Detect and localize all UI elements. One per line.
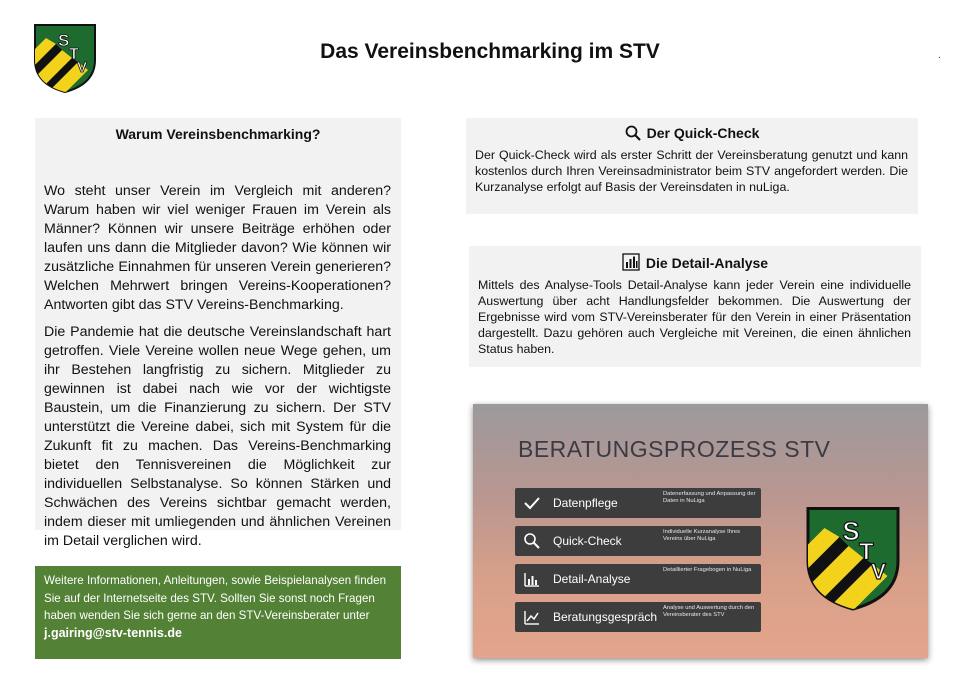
bar-chart-icon bbox=[622, 253, 640, 271]
detail-analyse-text: Mittels des Analyse-Tools Detail-Analyse kann jeder Verein eine individuelle Auswertung über acht Handlungsfelder bekommen. Die Auswertung der Ergebnisse wird vom STV-Vereinsberater für den Verein in einer Präsentation dargestellt. Dazu gehören auch Vergleiche mit Vereinen, die einen ähnlichen Status haben. bbox=[478, 278, 911, 356]
detail-analyse-heading: Die Detail-Analyse bbox=[645, 255, 769, 271]
detail-analyse-box bbox=[469, 246, 921, 367]
step-detail-analyse bbox=[515, 564, 761, 594]
promo-stv-logo bbox=[803, 504, 903, 617]
svg-text:S: S bbox=[842, 518, 860, 546]
beratungsprozess-graphic bbox=[473, 404, 928, 658]
svg-text:S: S bbox=[58, 31, 70, 50]
quick-check-box bbox=[466, 118, 918, 214]
why-benchmarking-box bbox=[35, 118, 401, 549]
step-label: Datenpflege bbox=[553, 496, 618, 510]
corner-mark: . bbox=[938, 50, 941, 61]
step-label: Detail-Analyse bbox=[553, 572, 631, 586]
step-desc: Datenerfassung und Anpassung der Daten in NuLiga bbox=[663, 491, 756, 504]
quick-check-heading: Der Quick-Check bbox=[646, 125, 760, 141]
why-paragraph-1: Wo steht unser Verein im Vergleich mit anderen? Warum haben wir viel weniger Frauen im Verein als Männer? Können wir unsere Beiträge erhöhen oder laufen uns dann die Mitglieder davon? Wie können wir zusätzliche Einnahmen für unseren Verein generieren? Welchen Mehrwert bringen Vereins-Kooperationen? Antworten gibt das STV Vereins-Benchmarking. bbox=[44, 183, 391, 313]
why-paragraph-2: Die Pandemie hat die deutsche Vereinslandschaft hart getroffen. Viele Vereine wollen neue Wege gehen, um ihr Bestehen langfristig zu sichern. Mitglieder zu gewinnen ist dabei nach wie vor der wichtigste Baustein, um die Finanzierung zu sichern. Der STV unterstützt die Vereine dabei, sich mit System für die Zukunft fit zu machen. Das Vereins-Benchmarking bietet den Tennisvereinen die Möglichkeit zur individuellen Selbstanalyse. So können Stärken und Schwächen des Vereins sichtbar gemacht werden, indem dieser mit umliegenden und ähnlichen Vereinen im Detail verglichen wird. bbox=[44, 324, 391, 549]
step-beratungsgespraech bbox=[515, 602, 761, 632]
step-desc: Individuelle Kurzanalyse Ihres Vereins über NuLiga bbox=[663, 529, 741, 542]
step-desc: Detaillierter Fragebogen in NuLiga bbox=[663, 567, 752, 573]
step-label: Quick-Check bbox=[553, 534, 622, 548]
stv-shield-icon bbox=[803, 504, 903, 612]
svg-text:V: V bbox=[77, 59, 88, 76]
step-desc: Analyse und Auswertung durch den Vereinsberater des STV bbox=[663, 605, 755, 618]
magnifier-icon bbox=[625, 125, 641, 141]
svg-text:T: T bbox=[69, 46, 79, 63]
detail-analyse-header bbox=[469, 246, 921, 271]
quick-check-text: Der Quick-Check wird als erster Schritt der Vereinsberatung genutzt und kann kostenlos durch Ihren Vereinsadministrator beim STV angefordert werden. Die Kurzanalyse erfolgt auf Basis der Vereinsdaten in nuLiga. bbox=[475, 148, 908, 194]
svg-text:V: V bbox=[871, 559, 887, 584]
step-datenpflege bbox=[515, 488, 761, 518]
line-chart-icon bbox=[523, 608, 541, 626]
bar-chart-icon bbox=[523, 570, 541, 588]
step-label: Beratungsgespräch bbox=[553, 610, 658, 624]
step-quick-check bbox=[515, 526, 761, 556]
contact-email[interactable]: j.gairing@stv-tennis.de bbox=[44, 625, 182, 640]
page-title: Das Vereinsbenchmarking im STV bbox=[320, 40, 660, 63]
info-box bbox=[35, 566, 401, 659]
info-text: Weitere Informationen, Anleitungen, sowie Beispielanalysen finden Sie auf der Internetseite des STV. Sollten Sie sonst noch Fragen haben wenden Sie sich gerne an den STV-Vereinsberater unter bbox=[44, 574, 387, 622]
quick-check-header bbox=[466, 118, 918, 141]
search-icon bbox=[523, 532, 541, 550]
why-benchmarking-heading: Warum Vereinsbenchmarking? bbox=[115, 126, 321, 142]
promo-title: BERATUNGSPROZESS STV bbox=[518, 436, 831, 462]
checkmark-icon bbox=[523, 494, 541, 512]
svg-text:T: T bbox=[859, 538, 874, 566]
